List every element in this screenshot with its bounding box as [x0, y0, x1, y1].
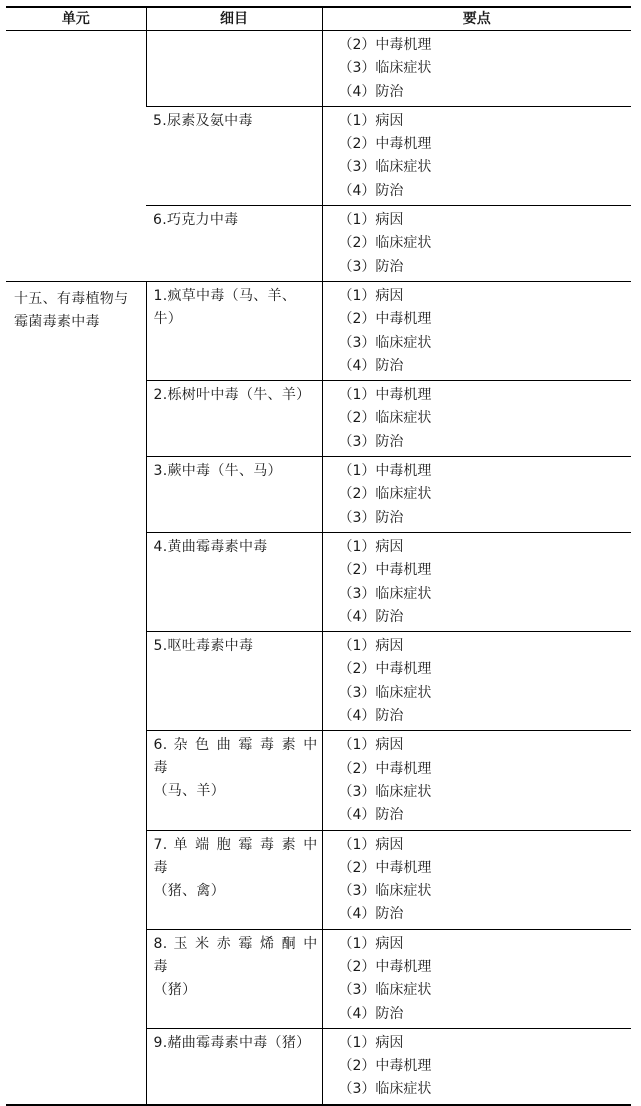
- points-cell: [322, 632, 631, 731]
- item-cell: [146, 106, 322, 205]
- header-points: 要点: [322, 7, 631, 31]
- point-item: （1）病因: [338, 287, 404, 304]
- item-label: [147, 31, 322, 34]
- item-label: 5.呕吐毒素中毒: [153, 638, 254, 655]
- points-cell: [322, 830, 631, 929]
- item-label-line1: 6. 杂 色 曲 霉 毒 素 中 毒: [153, 737, 318, 777]
- point-item: （3）临床症状: [338, 60, 432, 77]
- point-item: （1）病因: [338, 1034, 404, 1051]
- point-item: （4）防治: [338, 708, 404, 725]
- header-item: 细目: [146, 7, 322, 31]
- item-cell: [146, 632, 322, 731]
- unit-cell: [6, 281, 146, 1104]
- point-item: （1）病因: [338, 638, 404, 655]
- point-item: （1）病因: [338, 538, 404, 555]
- point-item: （2）临床症状: [338, 410, 432, 427]
- item-label: 6.巧克力中毒: [153, 212, 239, 229]
- item-cell: [146, 206, 322, 282]
- point-item: （1）病因: [338, 212, 404, 229]
- point-item: （1）病因: [338, 112, 404, 129]
- point-item: （1）病因: [338, 737, 404, 754]
- point-item: （2）中毒机理: [338, 859, 432, 876]
- point-item: （2）中毒机理: [338, 311, 432, 328]
- points-cell: [322, 381, 631, 457]
- point-item: （3）临床症状: [338, 783, 432, 800]
- points-cell: [322, 106, 631, 205]
- item-label: [147, 731, 322, 803]
- point-item: （2）中毒机理: [338, 958, 432, 975]
- table-header-row: [6, 7, 631, 31]
- point-item: （3）防治: [338, 433, 404, 450]
- point-item: （2）中毒机理: [338, 661, 432, 678]
- item-cell: [146, 457, 322, 533]
- item-cell: [146, 381, 322, 457]
- point-item: （2）中毒机理: [338, 136, 432, 153]
- point-item: （4）防治: [338, 83, 404, 100]
- points-cell: [322, 731, 631, 830]
- table-row: [6, 31, 631, 107]
- item-label: 3.蕨中毒（牛、马）: [153, 463, 282, 480]
- point-item: （4）防治: [338, 357, 404, 374]
- item-label: [147, 930, 322, 1002]
- point-item: （1）病因: [338, 935, 404, 952]
- item-label: 1.疯草中毒（马、羊、牛）: [153, 287, 297, 327]
- point-item: （3）防治: [338, 258, 404, 275]
- point-item: （3）临床症状: [338, 159, 432, 176]
- point-item: （3）防治: [338, 509, 404, 526]
- points-cell: [322, 206, 631, 282]
- point-item: （3）临床症状: [338, 883, 432, 900]
- item-label: 4.黄曲霉毒素中毒: [153, 538, 268, 555]
- syllabus-table: [6, 6, 631, 1106]
- item-label-line1: 7. 单 端 胞 霉 毒 素 中 毒: [153, 836, 318, 876]
- point-item: （4）防治: [338, 906, 404, 923]
- table-row: [6, 281, 631, 380]
- point-item: （3）临床症状: [338, 982, 432, 999]
- point-item: （4）防治: [338, 1005, 404, 1022]
- point-item: （3）临床症状: [338, 1081, 432, 1098]
- points-cell: [322, 532, 631, 631]
- point-item: （2）临床症状: [338, 235, 432, 252]
- points-cell: [322, 31, 631, 107]
- point-item: （3）临床症状: [338, 334, 432, 351]
- point-item: （2）临床症状: [338, 486, 432, 503]
- point-item: （3）临床症状: [338, 585, 432, 602]
- points-cell: [322, 929, 631, 1028]
- item-cell: [146, 1028, 322, 1104]
- item-cell: [146, 929, 322, 1028]
- item-cell: [146, 281, 322, 380]
- unit-cell-continued: [6, 31, 146, 282]
- point-item: （1）病因: [338, 836, 404, 853]
- item-cell: [146, 31, 322, 107]
- point-item: （2）中毒机理: [338, 760, 432, 777]
- item-label: [147, 831, 322, 903]
- item-label-line2: （猪、禽）: [153, 882, 225, 899]
- point-item: （2）中毒机理: [338, 1058, 432, 1075]
- unit-title-line2: 霉菌毒素中毒: [14, 313, 100, 330]
- item-label-line2: （猪）: [153, 981, 197, 998]
- header-unit: 单元: [6, 7, 146, 31]
- point-item: （2）中毒机理: [338, 37, 432, 53]
- points-cell: [322, 457, 631, 533]
- item-label: 2.栎树叶中毒（牛、羊）: [153, 387, 311, 404]
- point-item: （1）中毒机理: [338, 463, 432, 480]
- item-label: 9.赭曲霉毒素中毒（猪）: [153, 1034, 311, 1051]
- point-item: （1）中毒机理: [338, 387, 432, 404]
- point-item: （4）防治: [338, 608, 404, 625]
- item-label-line2: （马、羊）: [153, 783, 225, 800]
- point-item: （4）防治: [338, 182, 404, 199]
- item-cell: [146, 830, 322, 929]
- unit-title: [6, 282, 146, 334]
- item-label: 5.尿素及氨中毒: [153, 112, 253, 129]
- point-item: （3）临床症状: [338, 684, 432, 701]
- item-cell: [146, 532, 322, 631]
- point-item: （4）防治: [338, 807, 404, 824]
- points-cell: [322, 281, 631, 380]
- item-label-line1: 8. 玉 米 赤 霉 烯 酮 中 毒: [153, 935, 318, 975]
- points-cell: [322, 1028, 631, 1104]
- point-item: （2）中毒机理: [338, 562, 432, 579]
- item-cell: [146, 731, 322, 830]
- unit-title-line1: 十五、有毒植物与: [14, 290, 129, 307]
